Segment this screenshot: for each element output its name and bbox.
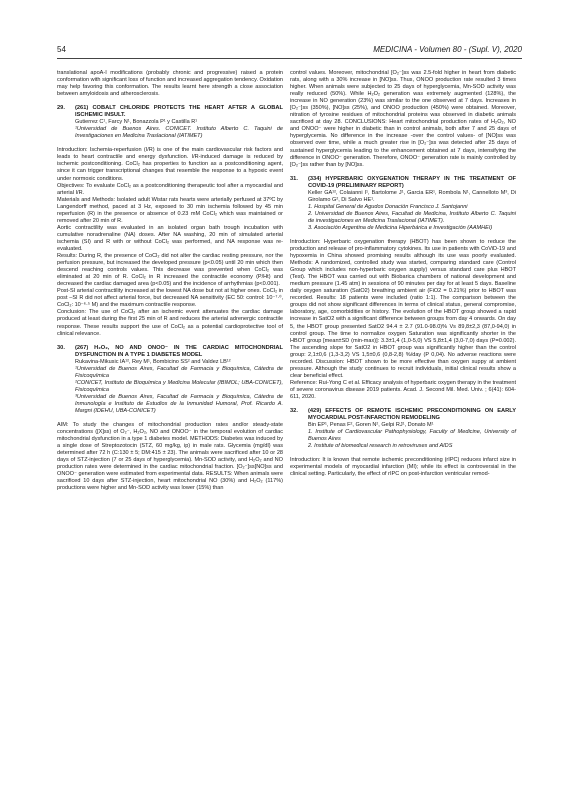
abstract-authors: Gutierrez C¹, Farcy N¹, Bonazzola P¹ y Castilla R¹ xyxy=(75,119,198,126)
abstract-body: Introduction: Hyperbaric oxygenation therapy (HBOT) has been shown to reduce the production and release of pro-inflammatory cytokines. Its use in patients with CoViD-19 and hypoxemia in China showed promising results although its use was poorly evaluated. Methods: A randomized, controlled study was started, comparing standard care (Control Group which includes non-hyperbaric oxygen supply) versus standard care plus HBOT (Test). The HBOT was carried out with Biobarica chambers of national development and medium pressure (1.45 atm) in sessions of 90 minutes per day for at least 5 days. Baseline daily oxygen saturation (SatO2) breathing ambient air (FiO2 = 0.21%) prior to HBOT was recorded. Results: 18 patients were included (ratio 1:1). The comparison between the groups did not show significant differences in terms of clinical status, general compromise, laboratory, age, comorbidities or history. The evolution of the HBOT group showed a rapid increase in SatO2 with a significant difference between groups from day 4 onwards. On day 5, the HBOT group presented SatO2 94.4 ± 2.7 (91.0-98.0)% Vs 89,8±2,3 (87,0-94,0) in control group. The time to normalize oxygen Saturation was significantly shorter in the HBOT group [mean±SD (min-max)]: 3.3±1,4 (1,0-5,0) VS 5,8±1,4 (3,0-7,0) days (P=0.002). The ascending slope for SatO2 in HBOT group was significantly higher than the control group: 2,1±0,6 (1,3-3,2) VS 1,5±0,6 (0,8-2,8) %/day (P 0,04). No adverse reactions were recorded. Discussion: HBOT shown to be more effective than oxygen suppy at ambient pressure. Although the study continues to recruit individuals, initial clinical results show a clear beneficial effect. xyxy=(290,238,516,379)
page-header xyxy=(57,45,522,59)
abstract-affiliation: ³Universidad de Buenos Aires, Facultad de Farmacia y Bioquímica, Cátedra de Inmunología e Instituto de Estudios de la Inmunidad Humoral, Prof. Ricardo A. Margni (IDEHU, UBA-CONICET) xyxy=(75,393,283,414)
page-number: 54 xyxy=(57,45,66,54)
abstract-title: (267) H₂O₂, NO AND ONOO⁻ IN THE CARDIAC MITOCHONDRIAL DYSFUNCTION IN A TYPE 1 DIABETES MODEL xyxy=(75,344,283,358)
abstract-32 xyxy=(290,408,516,478)
abstract-authors: Bin EP¹, Penas F², Goren N², Gelpi RJ¹, Donato M¹ xyxy=(308,422,434,429)
abstract-conclusion: Conclusion: The use of CoCl₂ after an ischemic event attenuates the cardiac damage produced at least during the first 25 min of R and reduces the arterial adrenergic contractile response. These results support the use of CoCl₂ as a potential cardioprotective tool of clinical relevance. xyxy=(57,309,283,337)
abstract-affiliation: 1. Hospital General de Agudos Donación Francisco J. Santojanni xyxy=(308,203,468,210)
abstract-title: (261) COBALT CHLORIDE PROTECTS THE HEART AFTER A GLOBAL ISCHEMIC INSULT. xyxy=(75,105,283,119)
left-column xyxy=(57,70,283,492)
abstract-objectives: Objectives: To evaluate CoCl₂ as a postconditioning therapeutic tool after a myocardial and arterial I/R. xyxy=(57,182,283,196)
continued-text: translational apoA-I modifications (probably chronic and progressive) raised a protein conformation with significant loss of function and increased aggregation tendency. Oxidation may help favoring this conformation. The results learnt here strength a close association between amyloidosis and atherosclerosis. xyxy=(57,70,283,98)
continued-text: control values. Moreover, mitochondrial [O₂⁻]ss was 2.5-fold higher in heart from diabetic rats, along with a 30% increase in [NO]ss. Thus, ONOO production rate resulted 3 times higher. When animals were subjected to 25 days of hyperglycemia, Mn-SOD activity was really reduced (50%). While H₂O₂ generation was extremely augmented (128%), the increase in NO generation (23%) was similar to the one observed at 7 days. Increases in [O₂⁻]ss (350%), [NO]ss (25%), and ONOO production (450%) were obtained. Moreover, nitration of tyrosine residues of mitochondrial proteins was observed in diabetic animals sacrificed at day 28. CONCLUSIONS: Heart mitochondrial production rates of H₂O₂, NO and ONOO⁻ were higher in diabetic than in control animals, both after 7 and 25 days of hyperglycemia. No difference in the increase -over the control values- of [NO]ss was observed over time, while a much greater rise in [O₂⁻]ss was detected after 25 days of sustained hyperglycemia leading to the enhancement obtained at 7 days, intensifying the difference in ONOO⁻ generation. Therefore, ONOO⁻ generation rate is mainly controlled by [O₂⁻]ss rather than by [NO]ss. xyxy=(290,70,516,168)
abstract-body: AIM: To study the changes of mitochondrial production rates and/or steady-state concentrations ([X]ss) of O₂⁻, H₂O₂, NO and ONOO⁻ in the temporal evolution of cardiac mitochondrial dysfunction in a type 1 diabetes model. METHODS: Diabetes was induced by a single dose of Streptozotocin (STZ, 60 mg/kg, ip) in male rats. Glycemia (mg/dl) was determined after 72 h (C:130 ± 5; DM:415 ± 23). The animals were sacrificed after 10 or 28 days of STZ-injection (7 or 25 days of hyperglycemia). Mn-SOD activity, and H₂O₂ and NO production rates were determined in the cardiac mitochondrial fraction. [O₂⁻]ss[NO]ss and ONOO⁻ generation were estimated from experimental data. RESULTS: When animals were sacrificed 10 days after STZ-injection, heart mitochondrial NO (30%) and H₂O₂ (117%) productions were higher and Mn-SOD activity was lower (15%) than xyxy=(57,421,283,492)
journal-title: MEDICINA - Volumen 80 - (Supl. V), 2020 xyxy=(373,45,522,54)
abstract-29 xyxy=(57,105,283,337)
abstract-affiliation: ¹Universidad de Buenos Aires. CONICET. Instituto Alberto C. Taquini de Investigaciones en Medicina Traslacional (IATIMET) xyxy=(75,126,283,140)
abstract-title: (429) EFFECTS OF REMOTE ISCHEMIC PRECONDITIONING ON EARLY MYOCARDIAL POST-INFARCTION REMODELING xyxy=(308,408,516,422)
abstract-heading xyxy=(57,345,283,359)
abstract-affiliation: 2. Universidad de Buenos Aires, Facultad de Medicina, Instituto Alberto C. Taquini de investigaciones en Medicina Traslacional (IATIMET). xyxy=(308,210,516,224)
abstract-30 xyxy=(57,345,283,493)
abstract-results: Results: During R, the presence of CoCl₂ did not alter the cardiac resting pressure, nor the perfusion pressure, but increased the developed pressure (p<0.05) until 20 min which then descend reaching controls values. This decrease was prevented when CoCl₂ was eliminated at 20 min of R. CoCl₂ in R increased the contractile economy (P/Ht) and decreased the cardiac damaged area (p<0.05) and the incidence of arrhythmias (p<0.001). xyxy=(57,253,283,288)
abstract-affiliation: ²CONICET, Instituto de Bioquímica y Medicina Molecular (IBIMOL; UBA-CONICET), Fisicoquímica xyxy=(75,379,283,393)
abstract-reference: Reference: Rui-Yong C et al. Efficacy analysis of hyperbaric oxygen therapy in the treatment of severe coronavirus disease 2019 patients. Acad. J. Second Mil. Med. Univ. ; 6(41): 604-611, 2020. xyxy=(290,379,517,400)
abstract-number: 31. xyxy=(290,175,298,182)
abstract-31 xyxy=(290,176,516,401)
abstract-introduction: Introduction: Ischemia-reperfusion (I/R) is one of the main cardiovascular risk factors and leads to heart contractile and energy dysfunction. I/R-induced damage is reduced by ischemic postconditioning. CoCl₂ has properties to function as a postconditioning agent, since it can trigger transcriptional changes that resemble the response to a hypoxic event under normoxic conditions. xyxy=(57,147,283,182)
abstract-authors: Keller GA¹², Colaianni I¹, Bartolome J¹, Garcia ER¹, Rombola N¹, Cannelloto M³, Di Girolamo G², Di Salvo HE¹. xyxy=(308,189,516,203)
abstract-methods: Materials and Methods: Isolated adult Wistar rats hearts were arterially perfused at 37ºC by Langendorff method, paced at 3 Hz, exposed to 30 min ischemia followed by 45 min reperfusion (R) in the presence or absence of 0.23 mM CoCl₂ which was maintained or removed after 20 min of R. xyxy=(57,196,283,224)
abstract-affiliation: ¹Universidad de Buenos Aires, Facultad de Farmacia y Bioquímica, Cátedra de Fisicoquímica xyxy=(75,365,283,379)
abstract-results-2: Post-SI arterial contractility increased at the lowest NA dose but not at higher ones. CoCl₂ in post –SI R did not affect arterial force, but decreased NA sensitivity (EC 50: control: 10⁻⁷·⁰, CoCl₂: 10⁻⁶·⁵ M) and the maximum contractile response. xyxy=(57,288,283,309)
abstract-affiliation: 2. Institute of biomedical research in retroviruses and AIDS xyxy=(308,443,453,450)
abstract-number: 29. xyxy=(57,105,65,112)
right-column xyxy=(290,70,516,478)
abstract-affiliation: 3. Asociación Argentina de Medicina Hiperbárica e Investigación (AAMHEI) xyxy=(308,224,493,231)
abstract-authors: Rukavina-Mikusic IA¹², Rey M¹, Bombicino SS² and Valdez LB¹² xyxy=(75,358,231,365)
abstract-heading xyxy=(290,408,516,422)
abstract-affiliation: 1. Institute of Cardiovascular Pathophysiology, Faculty of Medicine, University of Buenos Aires xyxy=(308,429,516,443)
header-rule xyxy=(57,58,522,59)
abstract-number: 32. xyxy=(290,408,298,415)
abstract-number: 30. xyxy=(57,344,65,351)
abstract-heading xyxy=(290,176,516,190)
abstract-introduction: Introduction: It is known that remote ischemic preconditioning (rIPC) reduces infarct size in experimental models of myocardial infarction (MI); while its effect is controversial in the clinical setting. Particularly, the effect of rIPC on post-infarction ventricular remod- xyxy=(290,457,516,478)
abstract-title: (334) HYPERBARIC OXYGENATION THERAPY IN THE TREATMENT OF COVID-19 (PRELIMINARY REPORT) xyxy=(308,175,516,189)
abstract-methods-2: Aortic contractility was evaluated in an isolated organ bath trough incubation with cumulative noradrenaline (NA) doses. After NA washing, 20 min of simulated arterial ischemia (SI) and R with or without CoCl₂ was performed, and NA response was re-evaluated. xyxy=(57,224,283,252)
abstract-heading xyxy=(57,105,283,119)
